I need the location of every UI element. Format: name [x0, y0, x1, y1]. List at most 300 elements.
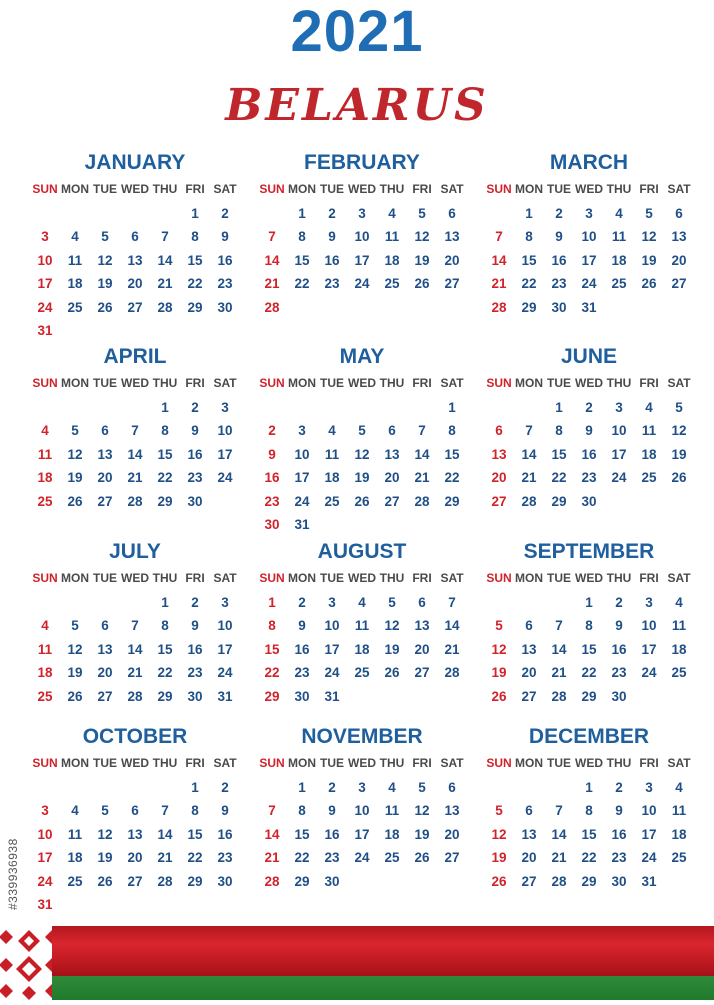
weekday-header: SAT [440, 182, 464, 196]
day-cell: 30 [217, 299, 233, 315]
month-december [484, 722, 694, 893]
weekday-header: MON [515, 182, 543, 196]
empty-cell [484, 202, 514, 226]
day-cell: 8 [555, 423, 563, 438]
day-cell: 2 [268, 423, 276, 438]
day-cell: 24 [354, 276, 370, 291]
day-cell: 5 [675, 399, 683, 415]
day-grid [30, 567, 240, 708]
weekday-header: FRI [412, 756, 432, 770]
day-cell: 15 [294, 826, 310, 842]
empty-cell [484, 776, 514, 800]
day-cell: 24 [354, 850, 370, 865]
day-cell: 2 [221, 205, 229, 221]
day-cell: 20 [444, 252, 460, 268]
day-cell: 9 [298, 618, 306, 633]
empty-cell [60, 202, 90, 226]
weekday-header: SAT [667, 376, 691, 390]
day-cell: 11 [384, 803, 400, 818]
empty-cell [90, 202, 120, 226]
month-name: JANUARY [84, 151, 186, 174]
day-cell: 9 [191, 423, 199, 438]
day-cell: 23 [581, 470, 597, 485]
day-cell: 8 [448, 423, 456, 438]
weekday-header: TUE [320, 756, 344, 770]
day-cell: 23 [294, 665, 310, 680]
day-cell: 15 [581, 826, 597, 842]
day-cell: 18 [641, 446, 657, 462]
day-cell: 29 [157, 688, 173, 704]
weekday-header: SAT [213, 182, 237, 196]
day-cell: 25 [671, 665, 687, 680]
month-name: APRIL [103, 345, 167, 368]
day-cell: 18 [671, 641, 687, 657]
day-cell: 7 [161, 803, 169, 818]
day-cell: 12 [491, 641, 507, 657]
month-july [30, 537, 240, 708]
day-cell: 1 [298, 205, 306, 221]
day-cell: 4 [71, 229, 79, 244]
day-cell: 6 [131, 229, 139, 244]
day-cell: 22 [187, 276, 203, 291]
weekday-header: THU [606, 182, 632, 196]
day-cell: 21 [127, 470, 143, 485]
day-cell: 24 [217, 665, 233, 680]
day-cell: 13 [444, 229, 460, 244]
flag-ornament [0, 926, 58, 1000]
day-cell: 17 [324, 641, 340, 657]
day-cell: 2 [328, 779, 336, 795]
weekday-header: MON [61, 571, 89, 585]
day-cell: 25 [67, 299, 83, 315]
month-name: AUGUST [317, 540, 407, 563]
day-cell: 26 [491, 873, 507, 889]
day-cell: 2 [585, 399, 593, 415]
day-cell: 6 [101, 423, 109, 438]
empty-cell [514, 776, 544, 800]
weekday-header: SUN [259, 571, 285, 585]
day-cell: 27 [671, 276, 687, 291]
day-cell: 6 [675, 205, 683, 221]
day-cell: 21 [157, 850, 173, 865]
weekday-header: MON [61, 376, 89, 390]
day-cell: 28 [444, 665, 460, 680]
day-cell: 19 [384, 641, 400, 657]
day-cell: 16 [324, 252, 340, 268]
weekday-header: TUE [320, 182, 344, 196]
weekday-header: SAT [440, 571, 464, 585]
empty-cell [90, 776, 120, 800]
day-cell: 4 [675, 779, 683, 795]
day-cell: 2 [328, 205, 336, 221]
day-cell: 31 [324, 688, 340, 704]
weekday-header: THU [379, 756, 405, 770]
weekday-header: SAT [667, 571, 691, 585]
day-cell: 19 [354, 470, 370, 485]
empty-cell [90, 591, 120, 615]
day-grid [484, 567, 694, 708]
day-cell: 25 [671, 850, 687, 865]
day-cell: 10 [581, 229, 597, 244]
day-cell: 1 [191, 205, 199, 221]
day-cell: 12 [414, 229, 430, 244]
weekday-header: FRI [639, 182, 659, 196]
day-cell: 8 [268, 618, 276, 633]
day-cell: 15 [581, 641, 597, 657]
day-cell: 18 [384, 252, 400, 268]
day-cell: 4 [675, 594, 683, 610]
weekday-header: FRI [639, 376, 659, 390]
month-june [484, 342, 694, 513]
day-cell: 17 [611, 446, 627, 462]
day-cell: 5 [645, 205, 653, 221]
day-cell: 12 [97, 826, 113, 842]
day-cell: 24 [217, 470, 233, 485]
day-cell: 16 [264, 470, 280, 485]
month-name: MAY [339, 345, 385, 368]
day-cell: 10 [217, 618, 233, 633]
day-cell: 28 [264, 873, 280, 889]
day-cell: 27 [127, 873, 143, 889]
day-cell: 31 [581, 299, 597, 315]
day-cell: 26 [97, 873, 113, 889]
day-cell: 16 [294, 641, 310, 657]
empty-cell [544, 776, 574, 800]
month-name: NOVEMBER [301, 725, 423, 748]
day-cell: 7 [525, 423, 533, 438]
day-cell: 20 [127, 850, 143, 865]
weekday-header: TUE [547, 571, 571, 585]
day-cell: 28 [551, 688, 567, 704]
day-cell: 28 [264, 299, 280, 315]
day-cell: 3 [221, 594, 229, 610]
day-cell: 26 [641, 276, 657, 291]
day-cell: 15 [444, 446, 460, 462]
day-cell: 25 [384, 276, 400, 291]
day-cell: 14 [264, 252, 280, 268]
weekday-header: FRI [412, 376, 432, 390]
day-cell: 3 [358, 779, 366, 795]
day-cell: 10 [324, 618, 340, 633]
day-cell: 12 [414, 803, 430, 818]
day-cell: 19 [491, 665, 507, 680]
day-cell: 28 [551, 873, 567, 889]
belarus-flag-banner [0, 926, 714, 1000]
day-grid [484, 372, 694, 513]
day-cell: 7 [555, 618, 563, 633]
day-cell: 9 [221, 229, 229, 244]
weekday-header: SUN [486, 182, 512, 196]
month-april [30, 342, 240, 513]
day-cell: 29 [264, 688, 280, 704]
weekday-header: SUN [32, 376, 58, 390]
day-cell: 25 [354, 665, 370, 680]
weekday-header: FRI [639, 571, 659, 585]
weekday-header: SUN [486, 571, 512, 585]
day-cell: 8 [191, 803, 199, 818]
day-cell: 10 [294, 446, 310, 462]
day-cell: 12 [354, 446, 370, 462]
empty-cell [120, 396, 150, 420]
day-cell: 15 [157, 641, 173, 657]
day-cell: 17 [641, 826, 657, 842]
day-cell: 10 [611, 423, 627, 438]
day-cell: 4 [71, 803, 79, 818]
empty-cell [287, 396, 317, 420]
month-november [257, 722, 467, 893]
day-cell: 5 [495, 618, 503, 633]
day-cell: 5 [388, 594, 396, 610]
day-cell: 7 [448, 594, 456, 610]
day-cell: 6 [525, 618, 533, 633]
day-cell: 1 [448, 399, 456, 415]
empty-cell [60, 776, 90, 800]
day-cell: 14 [551, 641, 567, 657]
day-cell: 21 [264, 850, 280, 865]
day-cell: 18 [611, 252, 627, 268]
weekday-header: WED [121, 182, 149, 196]
day-cell: 19 [67, 470, 83, 485]
weekday-header: TUE [320, 571, 344, 585]
day-cell: 5 [71, 618, 79, 633]
empty-cell [257, 202, 287, 226]
weekday-header: MON [288, 376, 316, 390]
day-cell: 4 [388, 205, 396, 221]
day-cell: 9 [585, 423, 593, 438]
day-cell: 13 [97, 641, 113, 657]
day-cell: 18 [37, 470, 53, 485]
empty-cell [377, 396, 407, 420]
day-grid [257, 752, 467, 893]
day-cell: 1 [191, 779, 199, 795]
day-cell: 9 [268, 446, 276, 462]
day-cell: 4 [615, 205, 623, 221]
day-cell: 22 [521, 276, 537, 291]
day-grid [30, 372, 240, 513]
day-cell: 20 [384, 470, 400, 485]
stock-id-watermark [4, 760, 26, 910]
day-cell: 8 [585, 618, 593, 633]
day-cell: 16 [217, 252, 233, 268]
day-cell: 2 [191, 594, 199, 610]
day-grid [257, 372, 467, 537]
day-grid [30, 752, 240, 917]
day-cell: 15 [187, 826, 203, 842]
day-cell: 1 [525, 205, 533, 221]
day-cell: 29 [187, 299, 203, 315]
weekday-header: SUN [486, 756, 512, 770]
weekday-header: THU [379, 376, 405, 390]
empty-cell [150, 776, 180, 800]
day-cell: 24 [641, 665, 657, 680]
day-cell: 30 [324, 873, 340, 889]
day-cell: 21 [264, 276, 280, 291]
day-cell: 12 [491, 826, 507, 842]
day-cell: 10 [217, 423, 233, 438]
day-cell: 23 [324, 850, 340, 865]
day-cell: 28 [127, 493, 143, 509]
day-cell: 11 [354, 618, 370, 633]
weekday-header: TUE [93, 376, 117, 390]
day-cell: 12 [671, 423, 687, 438]
day-cell: 26 [414, 276, 430, 291]
day-cell: 20 [444, 826, 460, 842]
day-cell: 17 [37, 276, 53, 291]
weekday-header: MON [515, 376, 543, 390]
weekday-header: TUE [93, 756, 117, 770]
day-cell: 18 [384, 826, 400, 842]
day-cell: 20 [97, 470, 113, 485]
day-cell: 18 [324, 470, 340, 485]
weekday-header: FRI [639, 756, 659, 770]
weekday-header: SUN [259, 182, 285, 196]
day-cell: 26 [671, 470, 687, 485]
day-cell: 22 [581, 850, 597, 865]
day-cell: 25 [67, 873, 83, 889]
day-cell: 12 [67, 641, 83, 657]
day-cell: 3 [358, 205, 366, 221]
day-cell: 16 [217, 826, 233, 842]
day-cell: 13 [127, 252, 143, 268]
day-cell: 6 [388, 423, 396, 438]
day-cell: 22 [187, 850, 203, 865]
day-cell: 14 [521, 446, 537, 462]
empty-cell [150, 202, 180, 226]
weekday-header: THU [379, 571, 405, 585]
day-cell: 7 [418, 423, 426, 438]
day-cell: 3 [41, 803, 49, 818]
day-cell: 2 [555, 205, 563, 221]
day-cell: 11 [671, 803, 687, 818]
day-cell: 11 [384, 229, 400, 244]
day-cell: 19 [97, 276, 113, 291]
day-cell: 16 [611, 641, 627, 657]
day-cell: 9 [328, 229, 336, 244]
month-august [257, 537, 467, 708]
weekday-header: THU [379, 182, 405, 196]
day-cell: 16 [187, 446, 203, 462]
day-cell: 19 [491, 850, 507, 865]
day-cell: 20 [491, 470, 507, 485]
weekday-header: SUN [32, 182, 58, 196]
weekday-header: THU [152, 756, 178, 770]
day-cell: 14 [157, 252, 173, 268]
weekday-header: THU [152, 182, 178, 196]
day-cell: 13 [444, 803, 460, 818]
day-cell: 28 [157, 299, 173, 315]
day-cell: 14 [551, 826, 567, 842]
day-cell: 21 [521, 470, 537, 485]
day-cell: 3 [221, 399, 229, 415]
day-cell: 27 [521, 873, 537, 889]
day-cell: 29 [157, 493, 173, 509]
day-cell: 31 [641, 873, 657, 889]
day-cell: 17 [217, 446, 233, 462]
day-cell: 28 [414, 493, 430, 509]
day-cell: 30 [551, 299, 567, 315]
day-cell: 24 [37, 299, 53, 315]
weekday-header: THU [152, 571, 178, 585]
day-grid [484, 752, 694, 893]
weekday-header: FRI [185, 571, 205, 585]
day-cell: 13 [384, 446, 400, 462]
weekday-header: SUN [259, 756, 285, 770]
day-cell: 26 [384, 665, 400, 680]
day-cell: 26 [354, 493, 370, 509]
day-cell: 1 [161, 594, 169, 610]
day-cell: 7 [131, 618, 139, 633]
day-cell: 3 [585, 205, 593, 221]
day-cell: 23 [264, 493, 280, 509]
day-cell: 27 [127, 299, 143, 315]
day-cell: 9 [328, 803, 336, 818]
empty-cell [514, 591, 544, 615]
weekday-header: WED [348, 376, 376, 390]
day-cell: 8 [161, 423, 169, 438]
day-cell: 19 [414, 826, 430, 842]
day-cell: 16 [551, 252, 567, 268]
month-february [257, 148, 467, 319]
day-cell: 2 [615, 594, 623, 610]
day-cell: 22 [264, 665, 280, 680]
day-cell: 19 [67, 665, 83, 680]
weekday-header: FRI [185, 182, 205, 196]
day-cell: 17 [354, 252, 370, 268]
empty-cell [90, 396, 120, 420]
day-cell: 14 [264, 826, 280, 842]
day-cell: 1 [268, 594, 276, 610]
day-cell: 3 [645, 594, 653, 610]
day-cell: 8 [298, 803, 306, 818]
day-cell: 12 [97, 252, 113, 268]
weekday-header: SAT [440, 756, 464, 770]
day-cell: 20 [671, 252, 687, 268]
weekday-header: FRI [185, 756, 205, 770]
weekday-header: SAT [213, 376, 237, 390]
day-cell: 24 [37, 873, 53, 889]
day-cell: 4 [41, 618, 49, 633]
weekday-header: SAT [667, 182, 691, 196]
weekday-header: FRI [412, 182, 432, 196]
weekday-header: TUE [547, 376, 571, 390]
empty-cell [30, 776, 60, 800]
weekday-header: SUN [486, 376, 512, 390]
day-cell: 19 [414, 252, 430, 268]
month-name: DECEMBER [528, 725, 650, 748]
day-cell: 5 [418, 205, 426, 221]
day-cell: 3 [615, 399, 623, 415]
weekday-header: MON [288, 756, 316, 770]
month-name: JULY [109, 540, 161, 563]
weekday-header: SAT [440, 376, 464, 390]
day-cell: 25 [324, 493, 340, 509]
day-cell: 1 [585, 594, 593, 610]
day-cell: 11 [37, 446, 53, 462]
day-cell: 22 [581, 665, 597, 680]
day-cell: 15 [187, 252, 203, 268]
flag-green-stripe [52, 976, 714, 1000]
day-cell: 1 [585, 779, 593, 795]
stock-id-text: #339936938 [6, 838, 20, 910]
day-cell: 11 [37, 641, 53, 657]
day-cell: 16 [581, 446, 597, 462]
day-cell: 20 [97, 665, 113, 680]
day-cell: 25 [611, 276, 627, 291]
day-cell: 15 [264, 641, 280, 657]
empty-cell [60, 591, 90, 615]
day-cell: 2 [298, 594, 306, 610]
empty-cell [120, 202, 150, 226]
